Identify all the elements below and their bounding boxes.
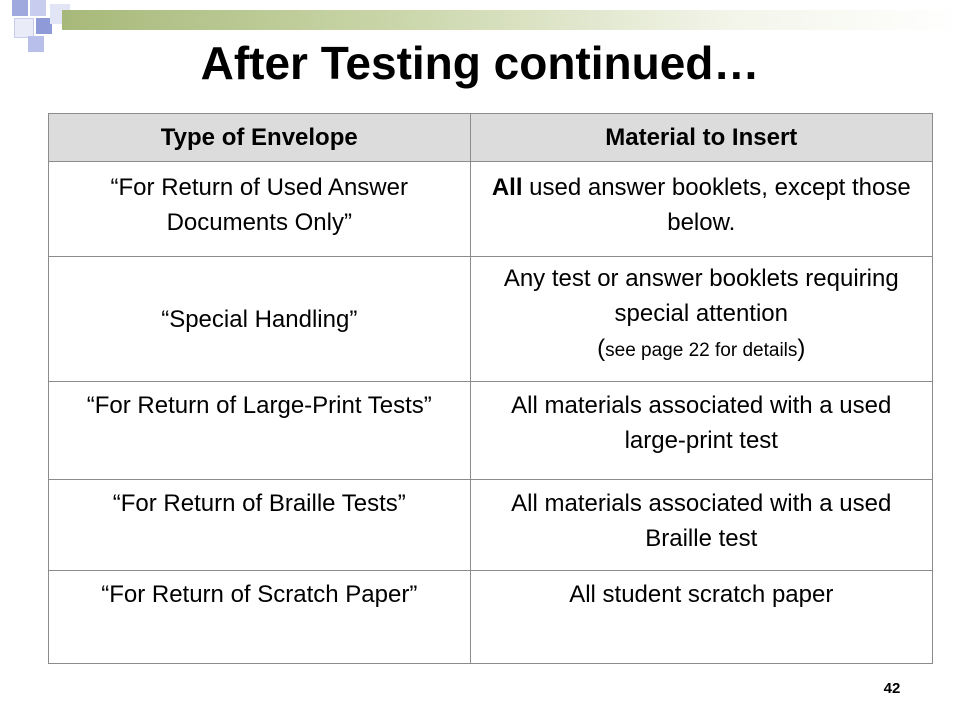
envelope-cell: “For Return of Braille Tests” [49,480,471,571]
material-text: Any test or answer booklets requiring special attention [503,265,899,327]
material-note: see page 22 for details [605,340,798,361]
envelope-cell: “For Return of Used Answer Documents Only” [49,162,471,257]
paren-close: ) [797,335,806,362]
column-header-material: Material to Insert [470,114,932,162]
table-header-row [49,114,933,162]
table-row [49,480,933,571]
table-row [49,162,933,257]
table-row [49,382,933,480]
material-cell: All student scratch paper [470,571,932,664]
envelope-cell: “For Return of Scratch Paper” [49,571,471,664]
decor-square [12,0,28,16]
paren-open: ( [597,335,606,362]
decor-square [14,18,34,38]
column-header-envelope: Type of Envelope [49,114,471,162]
envelope-table [48,113,933,664]
material-cell [470,257,932,382]
material-text: used answer booklets, except those below. [522,174,911,236]
envelope-cell: “Special Handling” [49,257,471,382]
table-row [49,257,933,382]
decor-square [30,0,46,16]
material-emphasis: All [491,174,523,201]
material-cell: All materials associated with a used Braille test [470,480,932,571]
slide-title: After Testing continued… [200,37,760,89]
page-number: 42 [883,680,901,697]
accent-bar [62,10,960,30]
envelope-cell: “For Return of Large-Print Tests” [49,382,471,480]
table-row [49,571,933,664]
material-cell [470,162,932,257]
material-cell: All materials associated with a used large-print test [470,382,932,480]
